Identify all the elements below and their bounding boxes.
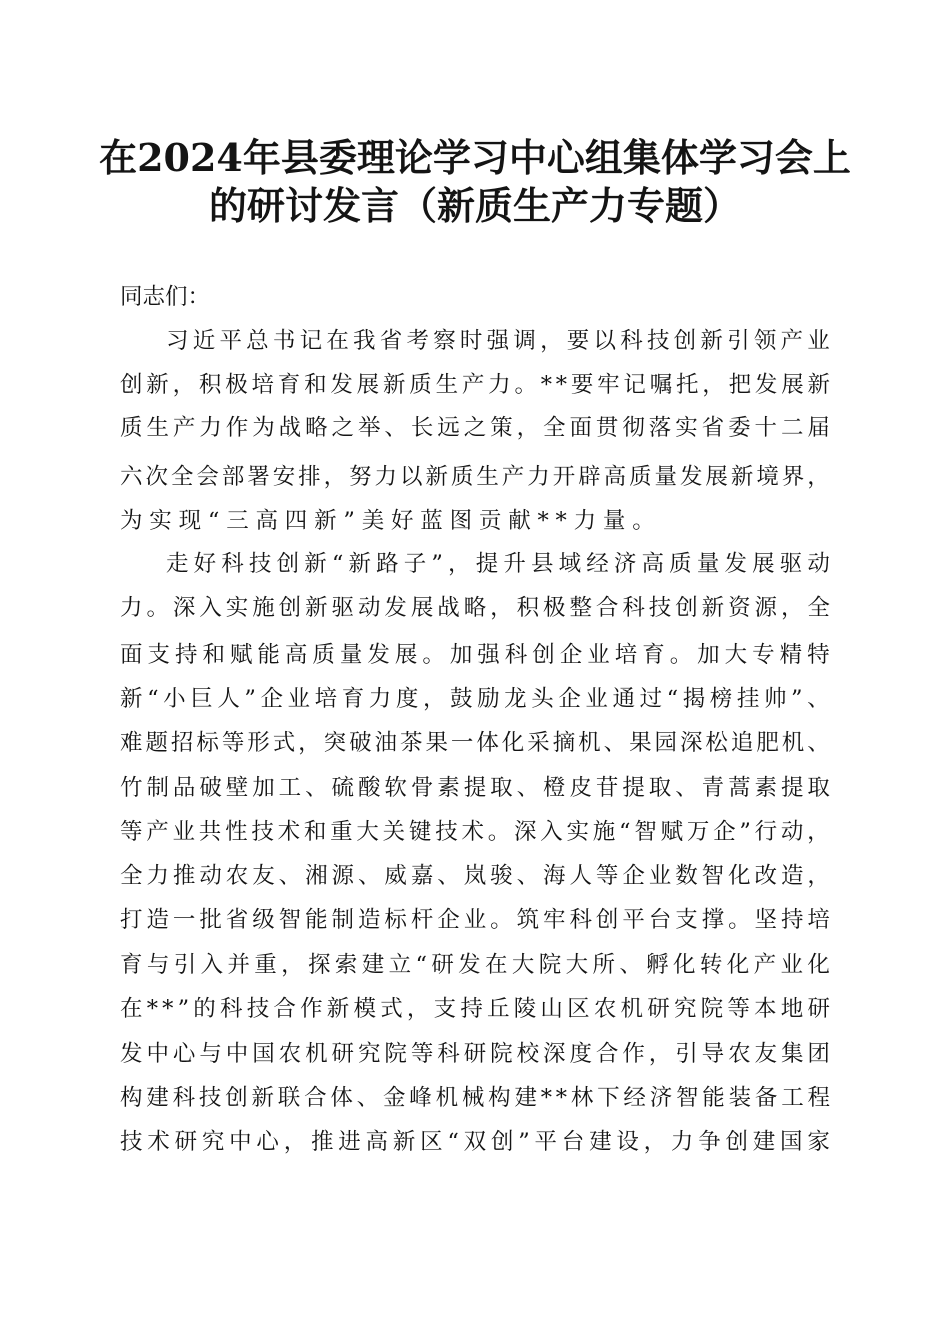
paragraph-2-line: 新 “ 小 巨 人 ” 企 业 培 育 力 度 ， 鼓 励 龙 头 企 业 通 过 “ 揭 榜 挂 帅 ” 、: [120, 686, 830, 712]
paragraph-2-line: 技 术 研 究 中 心 ， 推 进 高 新 区 “ 双 创 ” 平 台 建 设 ， 力 争 创 建 国 家: [120, 1129, 830, 1155]
paragraph-2-line: 全 力 推 动 农 友 、 湘 源 、 威 嘉 、 岚 骏 、 海 人 等 企 业 数 智 化 改 造 ，: [120, 863, 830, 889]
paragraph-1-line: 六 次 全 会 部 署 安 排 ， 努 力 以 新 质 生 产 力 开 辟 高 质 量 发 展 新 境 界 ，: [120, 464, 830, 490]
paragraph-1-line: 习 近 平 总 书 记 在 我 省 考 察 时 强 调 ， 要 以 科 技 创 新 引 领 产 业: [166, 328, 830, 354]
paragraph-2-line: 构 建 科 技 创 新 联 合 体 、 金 峰 机 械 构 建 * * 林 下 经 济 智 能 装 备 工 程: [120, 1085, 830, 1111]
paragraph-2-line: 力 。 深 入 实 施 创 新 驱 动 发 展 战 略 ， 积 极 整 合 科 技 创 新 资 源 ， 全: [120, 595, 830, 621]
paragraph-2-line: 走 好 科 技 创 新 “ 新 路 子 ” ， 提 升 县 域 经 济 高 质 量 发 展 驱 动: [166, 551, 830, 577]
paragraph-2-line: 等 产 业 共 性 技 术 和 重 大 关 键 技 术 。 深 入 实 施 “ 智 赋 万 企 ” 行 动 ，: [120, 819, 830, 845]
salutation: 同志们：: [120, 284, 211, 310]
document-title-line-1: 在2024年县委理论学习中心组集体学习会上: [99, 135, 851, 180]
paragraph-2-line: 面 支 持 和 赋 能 高 质 量 发 展 。 加 强 科 创 企 业 培 育 。 加 大 专 精 特: [120, 642, 830, 668]
paragraph-2-line: 打 造 一 批 省 级 智 能 制 造 标 杆 企 业 。 筑 牢 科 创 平 台 支 撑 。 坚 持 培: [120, 907, 830, 933]
paragraph-2-line: 育 与 引 入 并 重 ， 探 索 建 立 “ 研 发 在 大 院 大 所 、 孵 化 转 化 产 业 化: [120, 952, 830, 978]
paragraph-2-line: 难 题 招 标 等 形 式 ， 突 破 油 茶 果 一 体 化 采 摘 机 、 果 园 深 松 追 肥 机 、: [120, 730, 830, 756]
paragraph-2-line: 在 * * ” 的 科 技 合 作 新 模 式 ， 支 持 丘 陵 山 区 农 机 研 究 院 等 本 地 研: [120, 996, 830, 1022]
paragraph-2-line: 竹 制 品 破 壁 加 工 、 硫 酸 软 骨 素 提 取 、 橙 皮 苷 提 取 、 青 蒿 素 提 取: [120, 775, 830, 801]
paragraph-1-line: 创 新 ， 积 极 培 育 和 发 展 新 质 生 产 力 。 * * 要 牢 记 嘱 托 ， 把 发 展 新: [120, 372, 830, 398]
paragraph-2-line: 发 中 心 与 中 国 农 机 研 究 院 等 科 研 院 校 深 度 合 作 ， 引 导 农 友 集 团: [120, 1041, 830, 1067]
document-title-line-2: 的研讨发言（新质生产力专题）: [208, 183, 741, 228]
paragraph-1-line: 为实现“三高四新”美好蓝图贡献**力量。: [120, 508, 662, 534]
paragraph-1-line: 质 生 产 力 作 为 战 略 之 举 、 长 远 之 策 ， 全 面 贯 彻 落 实 省 委 十 二 届: [120, 415, 830, 441]
